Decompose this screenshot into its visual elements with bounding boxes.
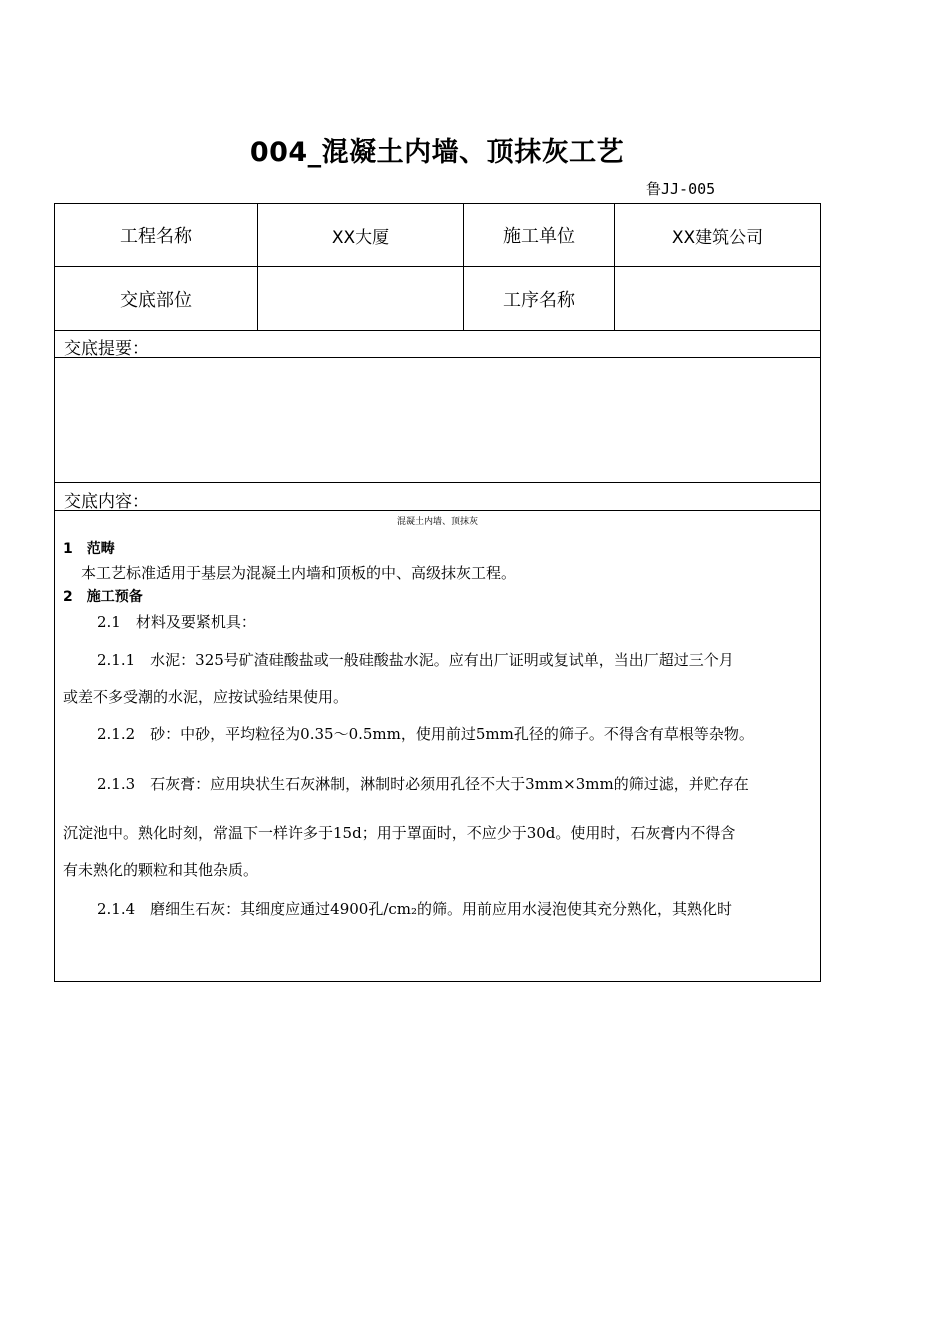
section-2-1-3-line-1: 2.1.3 石灰膏：应用块状生石灰淋制，淋制时必须用孔径不大于3mm×3mm的筛过滤，并贮存在 (97, 775, 749, 793)
contractor-value: XX建筑公司 (671, 227, 764, 248)
section-2-1-1-line-1: 2.1.1 水泥：325号矿渣硅酸盐或一般硅酸盐水泥。应有出厂证明或复试单，当出厂超过三个月 (97, 651, 734, 669)
section-2-1-3-line-2: 沉淀池中。熟化时刻，常温下一样许多于15d；用于罩面时，不应少于30d。使用时，石灰膏内不得含 (63, 824, 736, 842)
section-1-heading: 1 范畴 (63, 541, 115, 557)
section-2-heading: 2 施工预备 (63, 589, 143, 605)
project-name-label: 工程名称 (55, 204, 258, 266)
body-heading: 混凝土内墙、顶抹灰 (396, 517, 478, 527)
disclosure-table (54, 203, 821, 982)
document-code: 鲁JJ-005 (646, 180, 716, 198)
body-label: 交底内容： (64, 492, 149, 512)
section-2-1-4-line-1: 2.1.4 磨细生石灰：其细度应通过4900孔/cm₂的筛。用前应用水浸泡使其充分熟化，其熟化时 (97, 900, 733, 918)
location-label: 交底部位 (55, 267, 258, 330)
body-label-row (55, 483, 820, 511)
location-value (258, 267, 464, 330)
summary-label: 交底提要： (64, 339, 149, 359)
summary-label-row (55, 331, 820, 358)
info-row-location (55, 267, 820, 331)
section-2-1-2: 2.1.2 砂：中砂，平均粒径为0.35～0.5mm，使用前过5mm孔径的筛子。不得含有草根等杂物。 (97, 725, 754, 743)
contractor-label: 施工单位 (464, 204, 615, 266)
section-2-1: 2.1 材料及要紧机具： (97, 613, 256, 631)
document-title: 004_混凝土内墙、顶抹灰工艺 (249, 137, 625, 168)
process-label: 工序名称 (464, 267, 615, 330)
section-2-1-1-line-2: 或差不多受潮的水泥，应按试验结果使用。 (63, 688, 349, 706)
project-name-value: XX大厦 (258, 204, 464, 266)
info-row-project (55, 204, 820, 267)
section-1-text: 本工艺标准适用于基层为混凝土内墙和顶板的中、高级抹灰工程。 (81, 564, 517, 582)
summary-content-area (55, 358, 820, 483)
section-2-1-3-line-3: 有未熟化的颗粒和其他杂质。 (63, 861, 259, 879)
process-value (615, 267, 820, 330)
